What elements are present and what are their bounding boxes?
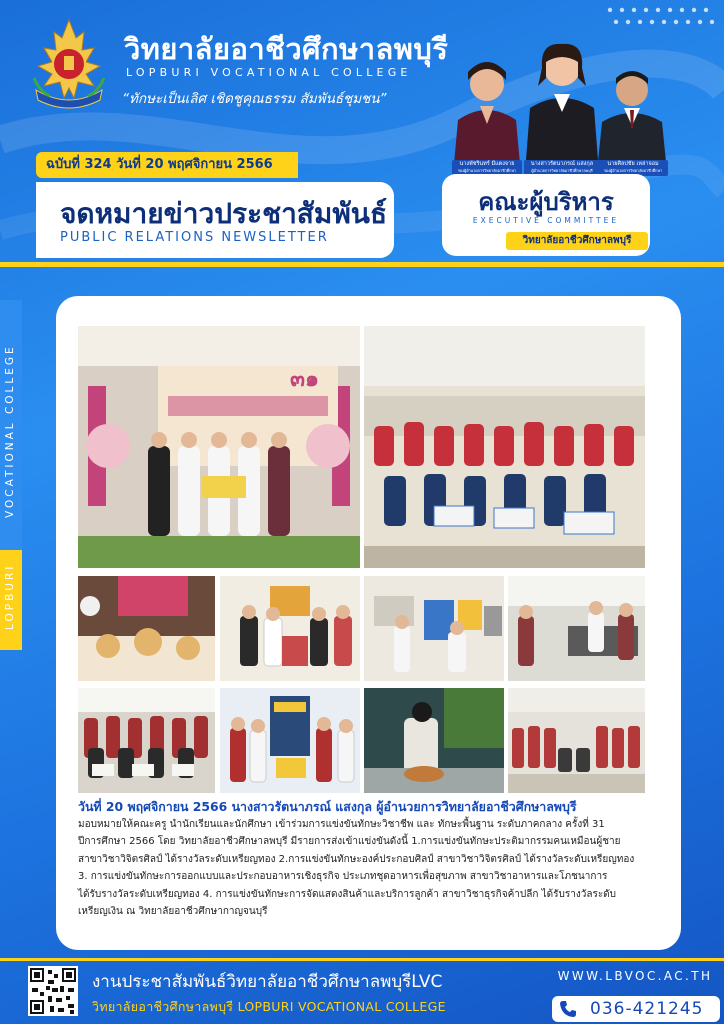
executive-name-left: นางพัชรินทร์ มีแตงจาย — [459, 161, 515, 167]
issue-number-date: ฉบับที่ 324 วันที่ 20 พฤศจิกายน 2566 — [36, 152, 298, 178]
executive-portrait-left — [450, 54, 524, 164]
executive-role-right: รองผู้อำนวยการวิทยาลัยอาชีวศึกษา — [603, 168, 663, 173]
cooking-photo — [364, 688, 504, 793]
college-logo-emblem — [30, 18, 108, 110]
executive-committee-box — [442, 174, 650, 256]
side-band-text-top: VOCATIONAL COLLEGE — [4, 344, 16, 518]
article-line: ได้รับรางวัลระดับเหรียญทอง 4. การแข่งขันทักษะการจัดแสดงสินค้าและบริการลูกค้า สาขาวิชาธุรกิจค้าปลีก ได้รับรางวัลระดับ — [78, 888, 617, 900]
college-name-thai: วิทยาลัยอาชีวศึกษาลพบุรี — [124, 32, 449, 66]
booth-photo — [220, 688, 360, 793]
executive-committee-thai: คณะผู้บริหาร — [478, 188, 614, 216]
executive-role-center: ผู้อำนวยการวิทยาลัยอาชีวศึกษาลพบุรี — [531, 168, 593, 173]
footer-college-line: วิทยาลัยอาชีวศึกษาลพบุรี LOPBURI VOCATIONAL COLLEGE — [92, 999, 446, 1014]
header-divider — [0, 262, 724, 267]
article-line: 3. การแข่งขันทักษะการออกแบบและประกอบอาหารเชิงธุรกิจ ประเภทชุดอาหารเพื่อสุขภาพ สาขาวิชาอาหารและโภชนาการ — [78, 871, 608, 883]
workshop-photo — [508, 576, 645, 681]
article-line: สาขาวิชาวิจิตรศิลป์ ได้รางวัลระดับเหรียญทอง 2.การแข่งขันทักษะองค์ประกอบศิลป์ สาขาวิชาวิจิตรศิลป์ ได้รางวัลระดับเหรียญทอง — [78, 853, 635, 865]
footer-divider — [0, 958, 724, 961]
classroom-group-photo — [508, 688, 645, 793]
executive-committee-english: EXECUTIVE COMMITTEE — [472, 216, 620, 225]
newsletter-title-english: PUBLIC RELATIONS NEWSLETTER — [60, 230, 329, 245]
executive-college-label: วิทยาลัยอาชีวศึกษาลพบุรี — [506, 232, 648, 250]
footer-pr-title: งานประชาสัมพันธ์วิทยาลัยอาชีวศึกษาลพบุรีLVC — [92, 972, 443, 992]
phone-icon — [558, 999, 578, 1019]
college-name-english: LOPBURI VOCATIONAL COLLEGE — [126, 66, 412, 79]
certificates-group-photo — [78, 688, 215, 793]
side-band-text-bottom: LOPBURI — [4, 563, 16, 630]
award-stage-photo — [78, 326, 360, 568]
qr-code — [28, 966, 78, 1016]
article-line: มอบหมายให้คณะครู นำนักเรียนและนักศึกษา เข้าร่วมการแข่งขันทักษะวิชาชีพ และ ทักษะพื้นฐาน ระดับภาคกลาง ครั้งที่ 31 — [78, 819, 605, 830]
phone-number: 036-421245 — [590, 999, 704, 1019]
website-link[interactable]: WWW.LBVOC.AC.TH — [557, 969, 713, 983]
phone-box[interactable] — [552, 996, 720, 1022]
executive-name-center: นางสาวรัตนาภรณ์ แสงกุล — [530, 161, 594, 167]
food-contest-photo — [220, 576, 360, 681]
college-motto: “ทักษะเป็นเลิศ เชิดชูคุณธรรม สัมพันธ์ชุมชน” — [122, 91, 387, 107]
food-display-photo — [78, 576, 215, 681]
executive-portrait-center — [522, 38, 602, 160]
executive-portrait-right — [596, 62, 668, 162]
article-line: เหรียญเงิน ณ วิทยาลัยอาชีวศึกษากาญจนบุรี — [78, 906, 268, 918]
article-line: ปีการศึกษา 2566 โดย วิทยาลัยอาชีวศึกษาลพบุรี มีรายการส่งเข้าแข่งขันดังนี้ 1.การแข่งขันทักษะประติมากรรมคนเหมือนผู้ชาย — [78, 836, 621, 848]
side-band — [0, 300, 22, 930]
newsletter-title-thai: จดหมายข่าวประชาสัมพันธ์ — [60, 197, 388, 230]
article-headline: วันที่ 20 พฤศจิกายน 2566 นางสาวรัตนาภรณ์ แสงกุล ผู้อำนวยการวิทยาลัยอาชีวศึกษาลพบุรี — [78, 799, 577, 814]
article-body — [78, 816, 650, 920]
banner-number: ๓๑ — [290, 367, 320, 392]
executive-name-right: นายศิลปชัย เหล่าจอม — [607, 161, 659, 167]
art-exhibit-photo — [364, 576, 504, 681]
executive-role-left: รองผู้อำนวยการวิทยาลัยอาชีวศึกษา — [457, 168, 517, 173]
newsletter-title-box — [36, 182, 394, 258]
group-students-photo — [364, 326, 645, 568]
